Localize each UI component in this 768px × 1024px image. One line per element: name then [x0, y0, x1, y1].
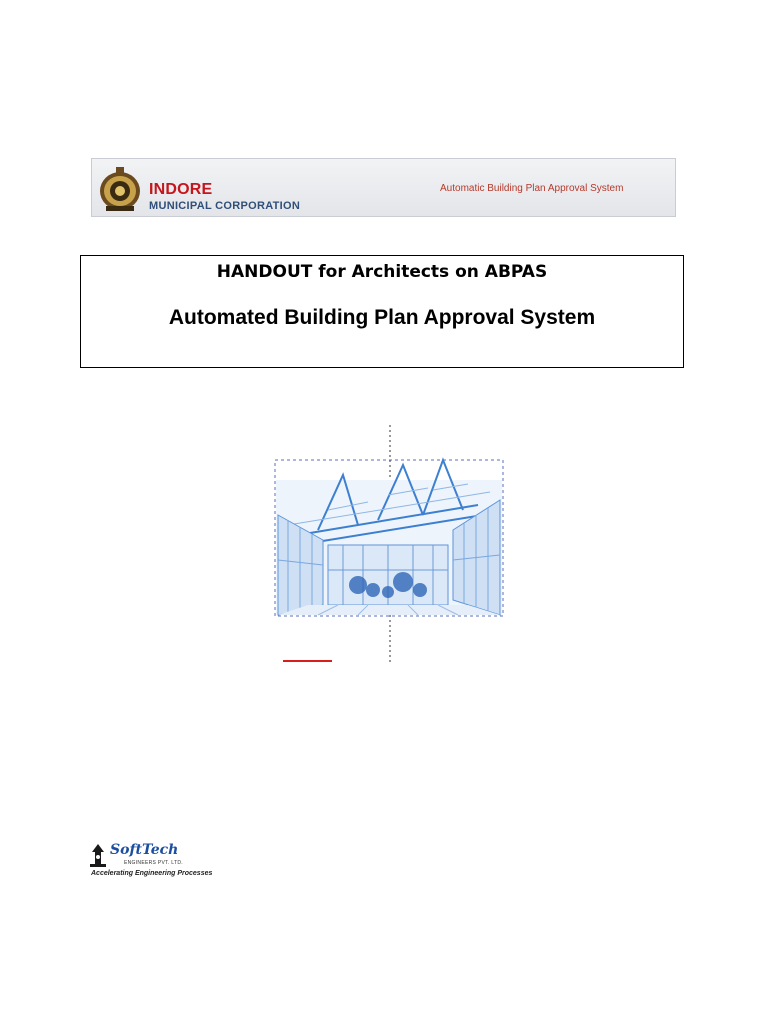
logo-tagline: Accelerating Engineering Processes [91, 870, 213, 877]
title-box [80, 255, 684, 368]
org-name: INDORE [149, 181, 213, 198]
architecture-illustration [228, 420, 548, 670]
logo-brand-name: SoftTech [110, 842, 179, 858]
softtech-logo [88, 840, 248, 880]
system-title: Automated Building Plan Approval System [168, 306, 596, 329]
handout-title: HANDOUT for Architects on ABPAS [216, 262, 548, 282]
header-banner [91, 158, 676, 217]
banner-system-name: Automatic Building Plan Approval System [440, 183, 624, 194]
org-subtitle: MUNICIPAL CORPORATION [149, 200, 301, 212]
logo-brand-subtitle: ENGINEERS PVT. LTD. [124, 860, 183, 866]
softtech-logo-icon [88, 842, 108, 868]
municipal-emblem-icon [97, 165, 143, 213]
